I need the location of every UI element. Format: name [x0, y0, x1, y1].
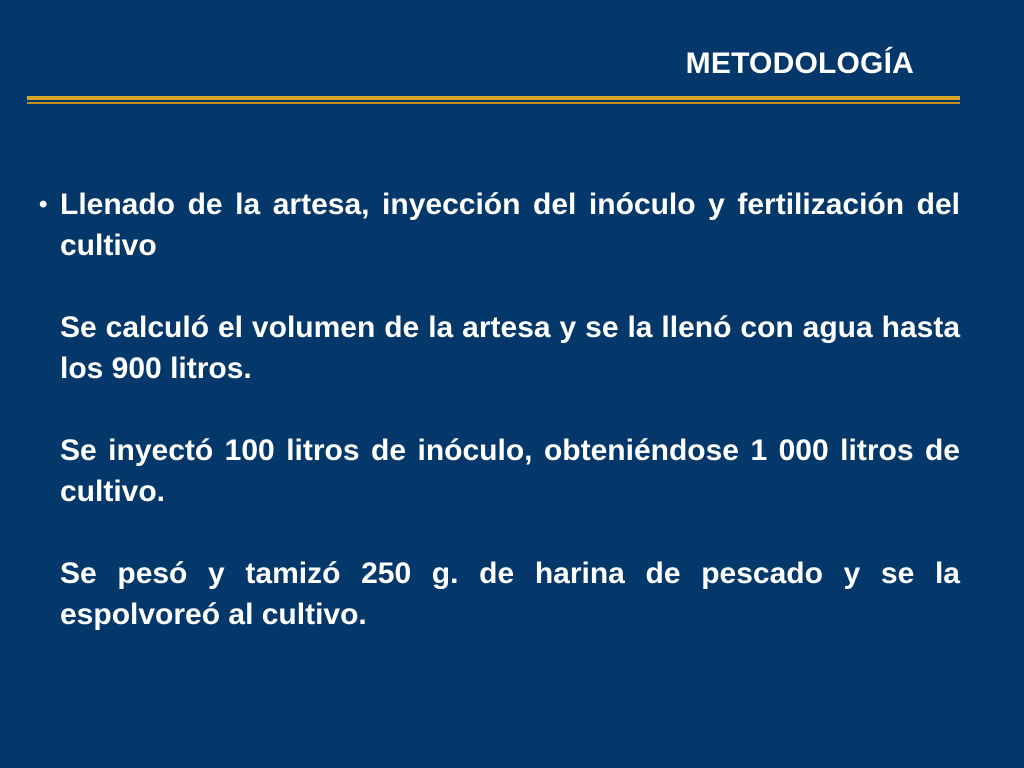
paragraph-fertilization: Se pesó y tamizó 250 g. de harina de pescado y se la espolvoreó al cultivo.	[60, 557, 960, 631]
title-divider	[27, 96, 960, 105]
bullet-item	[39, 184, 960, 266]
paragraph-volume: Se calculó el volumen de la artesa y se la llenó con agua hasta los 900 litros.	[60, 311, 960, 385]
bullet-icon: •	[39, 191, 48, 218]
bullet-text: Llenado de la artesa, inyección del inóculo y fertilización del cultivo	[60, 188, 960, 262]
title-divider-thick-line	[27, 96, 960, 100]
page-title: METODOLOGÍA	[685, 47, 914, 80]
slide-content	[39, 184, 960, 676]
title-divider-thin-line	[27, 102, 960, 104]
paragraph-inoculum: Se inyectó 100 litros de inóculo, obteniéndose 1 000 litros de cultivo.	[60, 434, 960, 508]
